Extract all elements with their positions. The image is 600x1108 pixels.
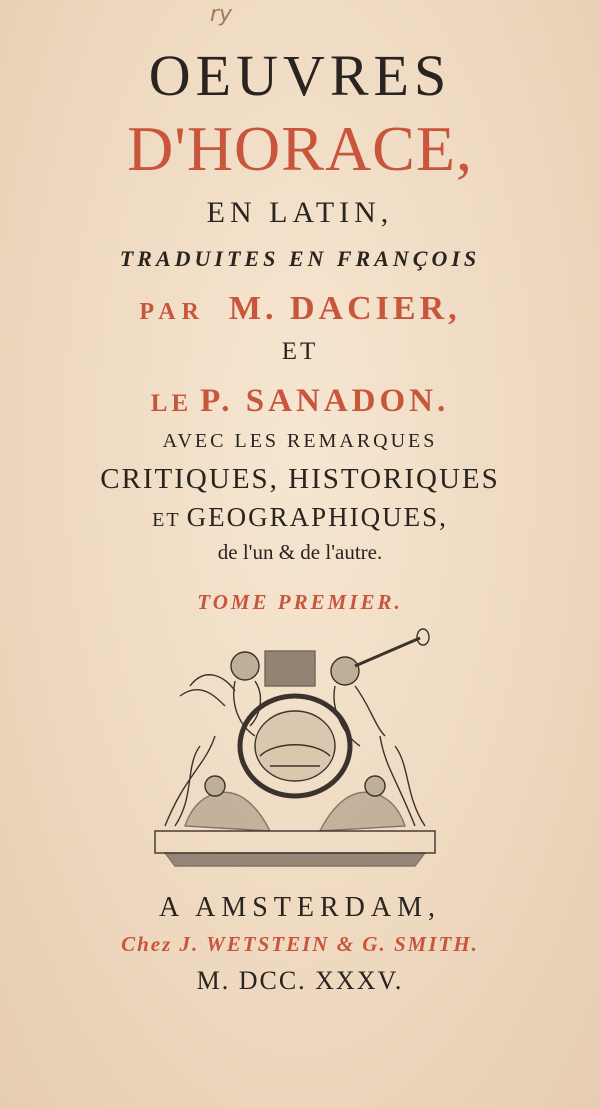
- word-et: ET: [152, 509, 181, 531]
- handwritten-mark: ry: [210, 2, 233, 27]
- imprint-year: M. DCC. XXXV.: [196, 966, 404, 995]
- word-par: PAR: [139, 299, 205, 325]
- imprint-place: A AMSTERDAM,: [158, 892, 442, 923]
- word-le: LE: [150, 390, 193, 417]
- vignette-sphinx-left: [185, 792, 270, 831]
- imprint-publisher: Chez J. WETSTEIN & G. SMITH.: [121, 932, 479, 956]
- vignette-sphinx-right: [320, 792, 405, 831]
- line-geographiques: [0, 502, 600, 533]
- vignette-plinth: [155, 831, 435, 853]
- line-avec-remarques: AVEC LES REMARQUES: [162, 430, 438, 452]
- engraved-vignette: [145, 626, 445, 886]
- name-sanadon: P. SANADON.: [200, 383, 450, 419]
- title-oeuvres: OEUVRES: [148, 43, 452, 108]
- vignette-cherub-left: [231, 652, 259, 680]
- line-de-lun: de l'un & de l'autre.: [217, 540, 383, 564]
- line-tome-premier: TOME PREMIER.: [197, 590, 403, 614]
- name-dacier: M. DACIER,: [228, 290, 461, 327]
- line-par-dacier: [0, 290, 600, 328]
- line-sanadon: [0, 383, 600, 420]
- word-geographiques: GEOGRAPHIQUES,: [186, 502, 448, 532]
- line-et: ET: [281, 338, 319, 365]
- line-traduites: TRADUITES EN FRANÇOIS: [119, 246, 481, 271]
- line-en-latin: EN LATIN,: [206, 196, 394, 229]
- line-critiques: CRITIQUES, HISTORIQUES: [100, 463, 500, 495]
- vignette-cherub-right: [331, 657, 359, 685]
- title-horace: D'HORACE,: [127, 113, 473, 184]
